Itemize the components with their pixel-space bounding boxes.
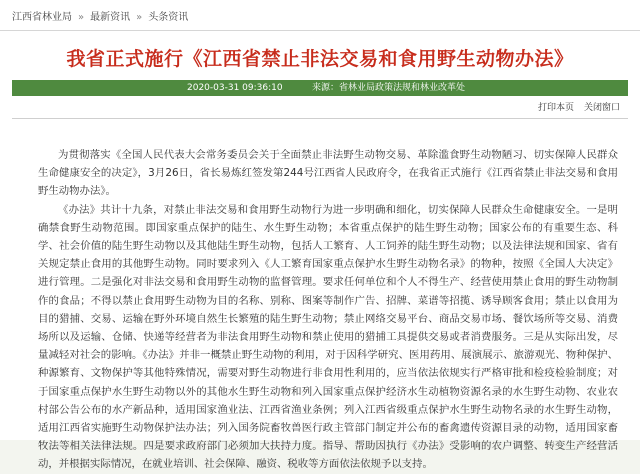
tools-divider: [12, 118, 628, 119]
breadcrumb: [12, 9, 188, 27]
breadcrumb-separator: »: [78, 12, 85, 23]
article-title: 我省正式施行《江西省禁止非法交易和食用野生动物办法》: [66, 48, 574, 70]
article-paragraph: 《办法》共计十九条，对禁止非法交易和食用野生动物行为进一步明确和细化，切实保障人民群众生命健康安全。一是明确禁食野生动物范围。即国家重点保护的陆生、水生野生动物；本省重点保护的陆生野生动物；国家公布的有重要生态、科学、社会价值的陆生野生动物以及其他陆生野生动物，包括人工繁育、人工饲养的陆生野生动物；以及法律法规和国家、省有关规定禁止食用的其他野生动物。同时要求列入《人工繁育国家重点保护水生野生动物名录》的物种，按照《全国人大决定》进行管理。二是强化对非法交易和食用野生动物的监督管理。要求任何单位和个人不得生产、经营使用禁止食用的野生动物制作的食品；不得以禁止食用野生动物为目的名称、别称、图案等制作广告、招牌、菜谱等招揽、诱导顾客食用；禁止以食用为目的猎捕、交易、运输在野外环境自然生长繁殖的陆生野生动物；禁止网络交易平台、商品交易市场、餐饮场所等交易、消费场所以及运输、仓储、快递等经营者为非法食用野生动物和禁止使用的猎捕工具提供交易或者消费服务。三是从实际出发，尽量减轻对社会的影响。《办法》并非一概禁止野生动物的利用，对于因科学研究、医用药用、展演展示、旅游观光、物种保护、种源繁育、文物保护等其他特殊情况，需要对野生动物进行非食用性利用的，应当依法依规实行严格审批和检疫检验制度；对于国家重点保护水生野生动物以外的其他水生野生动物和列入国家重点保护经济水生动植物资源名录的水生野生动物、农业农村部公告公布的水产新品种，适用国家渔业法、江西省渔业条例；列入江西省级重点保护水生野生动物名录的水生野生动物，适用江西省实施野生动物保护法办法；列入国务院畜牧兽医行政主管部门制定并公布的畜禽遗传资源目录的动物，适用国家畜牧法等相关法律法规。四是要求政府部门必须加大扶持力度。指导、帮助因执行《办法》受影响的农户调整、转变生产经营活动，并根据实际情况，在就业培训、社会保障、融资、税收等方面依法依规予以支持。: [38, 203, 618, 471]
article-meta-bar: [12, 80, 628, 96]
breadcrumb-home-link[interactable]: 江西省林业局: [12, 12, 72, 23]
breadcrumb-separator: »: [136, 12, 143, 23]
article-tools: [538, 100, 620, 116]
article-body: [38, 146, 618, 474]
print-page-link[interactable]: 打印本页: [537, 103, 574, 113]
publish-date: 2020-03-31 09:36:10: [187, 83, 283, 93]
close-window-link[interactable]: 关闭窗口: [583, 103, 620, 113]
breadcrumb-divider: [0, 30, 640, 31]
article-paragraph: 为贯彻落实《全国人民代表大会常务委员会关于全面禁止非法野生动物交易、革除滥食野生动物陋习、切实保障人民群众生命健康安全的决定》，3月26日，省长易炼红签发第244号江西省人民政府令，在我省正式施行《江西省禁止非法交易和食用野生动物办法》。: [38, 149, 618, 198]
breadcrumb-section-link[interactable]: 最新资讯: [90, 12, 131, 23]
breadcrumb-current-link[interactable]: 头条资讯: [148, 12, 189, 23]
article-source: 来源：省林业局政策法规和林业改革处: [312, 83, 466, 93]
